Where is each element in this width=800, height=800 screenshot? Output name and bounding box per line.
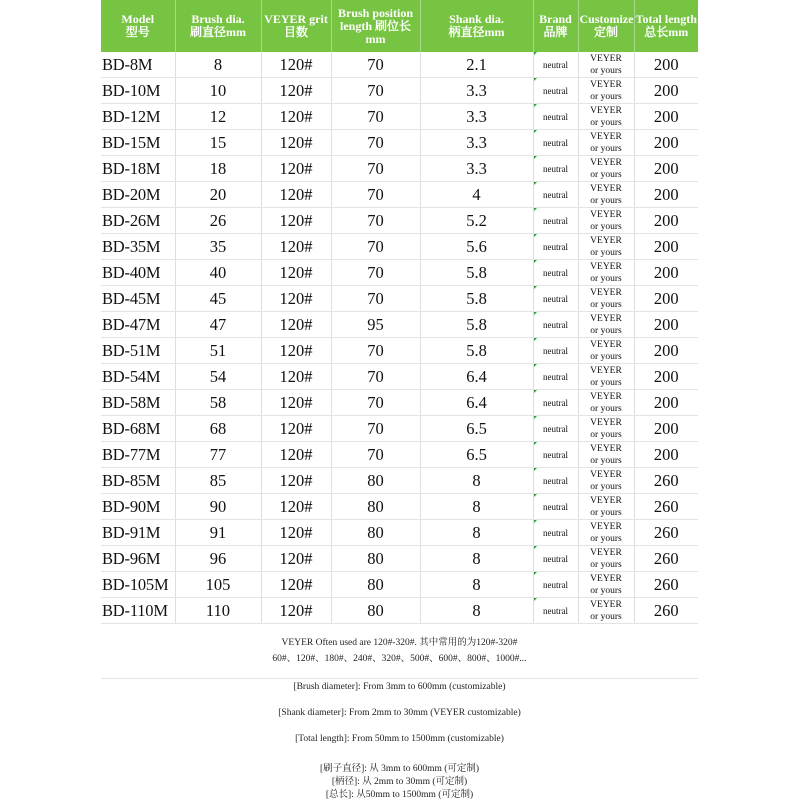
table-row (101, 312, 698, 338)
customize-line-1: VEYER (590, 313, 622, 324)
spec-table-body (101, 52, 698, 624)
header-model: Model 型号 (101, 0, 175, 52)
cell-shank-dia: 3.3 (420, 78, 533, 104)
cell-brush-position-length: 80 (331, 598, 420, 624)
customize-line-1: VEYER (590, 53, 622, 64)
table-row (101, 390, 698, 416)
cell-shank-dia: 4 (420, 182, 533, 208)
cell-brand: neutral (533, 78, 578, 104)
cell-customize (578, 390, 634, 416)
cell-shank-dia: 8 (420, 546, 533, 572)
cell-brush-position-length: 80 (331, 520, 420, 546)
cell-shank-dia: 2.1 (420, 52, 533, 78)
spec-table (101, 0, 698, 624)
cell-brand: neutral (533, 416, 578, 442)
cell-shank-dia: 6.4 (420, 364, 533, 390)
header-brush-position-length: Brush position length 刷位长 mm (331, 0, 420, 52)
cell-customize (578, 338, 634, 364)
cell-shank-dia: 5.8 (420, 260, 533, 286)
cell-customize (578, 130, 634, 156)
customize-line-2: or yours (590, 507, 622, 518)
cell-brand: neutral (533, 364, 578, 390)
cell-brand: neutral (533, 104, 578, 130)
cell-model: BD-51M (101, 338, 175, 364)
cell-model: BD-96M (101, 546, 175, 572)
cell-brush-position-length: 80 (331, 546, 420, 572)
cell-total-length: 260 (634, 546, 698, 572)
customize-line-2: or yours (590, 377, 622, 388)
cell-brush-position-length: 70 (331, 416, 420, 442)
cell-grit: 120# (261, 494, 331, 520)
customize-line-1: VEYER (590, 365, 622, 376)
cell-brush-dia: 85 (175, 468, 261, 494)
cell-brand: neutral (533, 468, 578, 494)
cell-brush-dia: 58 (175, 390, 261, 416)
cell-brush-dia: 8 (175, 52, 261, 78)
customize-line-2: or yours (590, 247, 622, 258)
customize-line-2: or yours (590, 455, 622, 466)
cell-brand: neutral (533, 52, 578, 78)
header-grit: VEYER grit 目数 (261, 0, 331, 52)
cell-model: BD-58M (101, 390, 175, 416)
cell-brand: neutral (533, 312, 578, 338)
cell-model: BD-54M (101, 364, 175, 390)
customize-line-2: or yours (590, 169, 622, 180)
cell-model: BD-8M (101, 52, 175, 78)
cell-shank-dia: 8 (420, 572, 533, 598)
cell-brush-position-length: 70 (331, 182, 420, 208)
cell-total-length: 200 (634, 208, 698, 234)
customize-line-2: or yours (590, 195, 622, 206)
cell-total-length: 200 (634, 260, 698, 286)
cell-brush-dia: 90 (175, 494, 261, 520)
table-row (101, 130, 698, 156)
cell-model: BD-105M (101, 572, 175, 598)
cell-grit: 120# (261, 338, 331, 364)
cell-model: BD-10M (101, 78, 175, 104)
cell-shank-dia: 5.8 (420, 286, 533, 312)
cell-customize (578, 546, 634, 572)
cell-brush-position-length: 70 (331, 208, 420, 234)
customize-line-1: VEYER (590, 339, 622, 350)
cell-shank-dia: 8 (420, 598, 533, 624)
cell-brand: neutral (533, 442, 578, 468)
cell-total-length: 260 (634, 598, 698, 624)
cell-model: BD-68M (101, 416, 175, 442)
note-brush-diameter: [Brush diameter]: From 3mm to 600mm (customizable) (293, 682, 506, 692)
cell-total-length: 200 (634, 52, 698, 78)
table-row (101, 494, 698, 520)
cell-brand: neutral (533, 286, 578, 312)
cell-model: BD-18M (101, 156, 175, 182)
cell-shank-dia: 8 (420, 494, 533, 520)
cell-grit: 120# (261, 234, 331, 260)
customize-line-2: or yours (590, 91, 622, 102)
customize-line-1: VEYER (590, 261, 622, 272)
cell-brand: neutral (533, 338, 578, 364)
cell-total-length: 200 (634, 364, 698, 390)
cell-shank-dia: 3.3 (420, 156, 533, 182)
cell-grit: 120# (261, 312, 331, 338)
cell-brush-dia: 20 (175, 182, 261, 208)
cell-customize (578, 286, 634, 312)
cell-grit: 120# (261, 468, 331, 494)
cell-customize (578, 208, 634, 234)
cell-model: BD-40M (101, 260, 175, 286)
cell-total-length: 200 (634, 130, 698, 156)
cell-grit: 120# (261, 52, 331, 78)
cell-shank-dia: 3.3 (420, 104, 533, 130)
cell-total-length: 200 (634, 234, 698, 260)
cell-brand: neutral (533, 572, 578, 598)
cell-brush-position-length: 70 (331, 338, 420, 364)
cell-total-length: 200 (634, 338, 698, 364)
cell-grit: 120# (261, 182, 331, 208)
cell-grit: 120# (261, 208, 331, 234)
cell-brush-dia: 45 (175, 286, 261, 312)
customize-line-1: VEYER (590, 443, 622, 454)
cell-total-length: 260 (634, 572, 698, 598)
cell-customize (578, 520, 634, 546)
cell-brush-dia: 12 (175, 104, 261, 130)
cell-model: BD-15M (101, 130, 175, 156)
customize-line-2: or yours (590, 325, 622, 336)
cell-total-length: 200 (634, 312, 698, 338)
grit-note (101, 620, 698, 679)
cell-brush-position-length: 80 (331, 494, 420, 520)
cell-model: BD-47M (101, 312, 175, 338)
cell-brush-position-length: 70 (331, 130, 420, 156)
cell-model: BD-20M (101, 182, 175, 208)
cell-brush-position-length: 70 (331, 390, 420, 416)
table-header-row (101, 0, 698, 52)
cell-model: BD-90M (101, 494, 175, 520)
header-customize: Customize 定制 (578, 0, 634, 52)
customize-line-1: VEYER (590, 573, 622, 584)
cell-brush-dia: 15 (175, 130, 261, 156)
cell-customize (578, 78, 634, 104)
cell-brush-dia: 40 (175, 260, 261, 286)
customize-line-2: or yours (590, 403, 622, 414)
cell-customize (578, 156, 634, 182)
table-row (101, 338, 698, 364)
cell-brush-position-length: 70 (331, 234, 420, 260)
note-cn-brush-diameter: [刷子直径]: 从 3mm to 600mm (可定制) (319, 764, 480, 774)
cell-total-length: 260 (634, 494, 698, 520)
cell-shank-dia: 5.2 (420, 208, 533, 234)
table-row (101, 182, 698, 208)
cell-customize (578, 572, 634, 598)
cell-customize (578, 442, 634, 468)
cell-customize (578, 234, 634, 260)
cell-brand: neutral (533, 234, 578, 260)
cell-total-length: 200 (634, 390, 698, 416)
cell-grit: 120# (261, 390, 331, 416)
cell-grit: 120# (261, 130, 331, 156)
note-cn-shank-diameter: [柄径]: 从 2mm to 30mm (可定制) (331, 777, 468, 787)
cell-customize (578, 182, 634, 208)
cell-shank-dia: 8 (420, 520, 533, 546)
table-row (101, 546, 698, 572)
cell-grit: 120# (261, 286, 331, 312)
cell-brush-position-length: 70 (331, 364, 420, 390)
cell-customize (578, 416, 634, 442)
customize-line-2: or yours (590, 273, 622, 284)
cell-grit: 120# (261, 260, 331, 286)
cell-model: BD-85M (101, 468, 175, 494)
cell-brand: neutral (533, 390, 578, 416)
table-row (101, 286, 698, 312)
cell-customize (578, 468, 634, 494)
table-row (101, 208, 698, 234)
cell-brand: neutral (533, 598, 578, 624)
cell-total-length: 200 (634, 182, 698, 208)
table-row (101, 416, 698, 442)
cell-total-length: 200 (634, 416, 698, 442)
cell-brush-position-length: 70 (331, 156, 420, 182)
cell-customize (578, 52, 634, 78)
cell-grit: 120# (261, 156, 331, 182)
customize-line-2: or yours (590, 559, 622, 570)
cell-model: BD-26M (101, 208, 175, 234)
table-row (101, 468, 698, 494)
cell-brush-position-length: 95 (331, 312, 420, 338)
cell-model: BD-45M (101, 286, 175, 312)
cell-total-length: 200 (634, 78, 698, 104)
cell-brand: neutral (533, 494, 578, 520)
cell-customize (578, 260, 634, 286)
customize-line-1: VEYER (590, 209, 622, 220)
note-shank-diameter: [Shank diameter]: From 2mm to 30mm (VEYER customizable) (278, 708, 521, 718)
customize-line-2: or yours (590, 65, 622, 76)
customize-line-1: VEYER (590, 157, 622, 168)
customize-line-1: VEYER (590, 495, 622, 506)
cell-grit: 120# (261, 104, 331, 130)
cell-total-length: 200 (634, 156, 698, 182)
cell-brush-position-length: 70 (331, 260, 420, 286)
cell-brush-dia: 51 (175, 338, 261, 364)
grit-note-line-2: 60#、120#、180#、240#、320#、500#、600#、800#、1000#... (272, 654, 527, 664)
cell-customize (578, 364, 634, 390)
cell-brush-position-length: 80 (331, 572, 420, 598)
cell-brush-dia: 18 (175, 156, 261, 182)
table-row (101, 156, 698, 182)
cell-shank-dia: 5.8 (420, 312, 533, 338)
table-row (101, 78, 698, 104)
spec-sheet (101, 0, 698, 800)
cell-shank-dia: 6.5 (420, 416, 533, 442)
customize-line-2: or yours (590, 429, 622, 440)
customize-line-2: or yours (590, 143, 622, 154)
cell-total-length: 260 (634, 468, 698, 494)
customize-line-1: VEYER (590, 79, 622, 90)
cell-brush-dia: 10 (175, 78, 261, 104)
cell-brush-position-length: 70 (331, 78, 420, 104)
cell-brand: neutral (533, 546, 578, 572)
cell-brush-dia: 91 (175, 520, 261, 546)
header-shank-dia: Shank dia. 柄直径mm (420, 0, 533, 52)
cell-customize (578, 312, 634, 338)
cell-brush-dia: 96 (175, 546, 261, 572)
cell-model: BD-77M (101, 442, 175, 468)
customize-line-1: VEYER (590, 521, 622, 532)
cell-grit: 120# (261, 546, 331, 572)
table-row (101, 260, 698, 286)
cell-model: BD-35M (101, 234, 175, 260)
cell-brush-dia: 77 (175, 442, 261, 468)
customize-line-1: VEYER (590, 287, 622, 298)
cell-model: BD-12M (101, 104, 175, 130)
cell-grit: 120# (261, 364, 331, 390)
cell-customize (578, 104, 634, 130)
customize-line-2: or yours (590, 351, 622, 362)
cell-shank-dia: 6.5 (420, 442, 533, 468)
cell-brush-dia: 105 (175, 572, 261, 598)
cell-shank-dia: 5.8 (420, 338, 533, 364)
cell-brand: neutral (533, 130, 578, 156)
customize-line-1: VEYER (590, 391, 622, 402)
cell-brand: neutral (533, 182, 578, 208)
cell-brush-dia: 26 (175, 208, 261, 234)
cell-shank-dia: 6.4 (420, 390, 533, 416)
cell-brush-dia: 110 (175, 598, 261, 624)
cell-customize (578, 494, 634, 520)
customize-line-2: or yours (590, 611, 622, 622)
cell-grit: 120# (261, 416, 331, 442)
note-cn-total-length: [总长]: 从50mm to 1500mm (可定制) (325, 790, 474, 800)
cell-brand: neutral (533, 260, 578, 286)
customize-line-2: or yours (590, 585, 622, 596)
customize-line-1: VEYER (590, 599, 622, 610)
customize-line-2: or yours (590, 299, 622, 310)
cell-total-length: 200 (634, 286, 698, 312)
note-total-length: [Total length]: From 50mm to 1500mm (customizable) (295, 734, 504, 744)
cell-shank-dia: 3.3 (420, 130, 533, 156)
cell-model: BD-91M (101, 520, 175, 546)
header-brush-dia: Brush dia. 刷直径mm (175, 0, 261, 52)
customize-line-1: VEYER (590, 235, 622, 246)
customize-line-1: VEYER (590, 417, 622, 428)
cell-total-length: 260 (634, 520, 698, 546)
customize-line-2: or yours (590, 481, 622, 492)
cell-grit: 120# (261, 598, 331, 624)
cell-total-length: 200 (634, 104, 698, 130)
cell-shank-dia: 5.6 (420, 234, 533, 260)
table-row (101, 52, 698, 78)
cell-brush-position-length: 70 (331, 104, 420, 130)
cell-shank-dia: 8 (420, 468, 533, 494)
cell-grit: 120# (261, 572, 331, 598)
cell-brush-dia: 35 (175, 234, 261, 260)
customize-line-1: VEYER (590, 183, 622, 194)
table-row (101, 442, 698, 468)
cell-brush-position-length: 70 (331, 286, 420, 312)
cell-brush-position-length: 70 (331, 442, 420, 468)
cell-grit: 120# (261, 78, 331, 104)
cell-grit: 120# (261, 442, 331, 468)
cell-brush-dia: 68 (175, 416, 261, 442)
cell-grit: 120# (261, 520, 331, 546)
table-row (101, 520, 698, 546)
customize-line-1: VEYER (590, 469, 622, 480)
cell-brush-dia: 47 (175, 312, 261, 338)
table-row (101, 234, 698, 260)
header-total-length: Total length 总长mm (634, 0, 698, 52)
table-row (101, 364, 698, 390)
cell-total-length: 200 (634, 442, 698, 468)
customize-line-2: or yours (590, 221, 622, 232)
grit-note-line-1: VEYER Often used are 120#-320#. 其中常用的为120#-320# (281, 638, 518, 648)
cell-brand: neutral (533, 208, 578, 234)
cell-brush-position-length: 70 (331, 52, 420, 78)
customize-line-1: VEYER (590, 105, 622, 116)
cell-model: BD-110M (101, 598, 175, 624)
cell-brand: neutral (533, 156, 578, 182)
table-row (101, 104, 698, 130)
customize-line-2: or yours (590, 533, 622, 544)
customize-line-1: VEYER (590, 547, 622, 558)
header-brand: Brand 品牌 (533, 0, 578, 52)
cell-brush-position-length: 80 (331, 468, 420, 494)
customize-line-2: or yours (590, 117, 622, 128)
cell-brush-dia: 54 (175, 364, 261, 390)
cell-brand: neutral (533, 520, 578, 546)
customize-line-1: VEYER (590, 131, 622, 142)
table-row (101, 572, 698, 598)
